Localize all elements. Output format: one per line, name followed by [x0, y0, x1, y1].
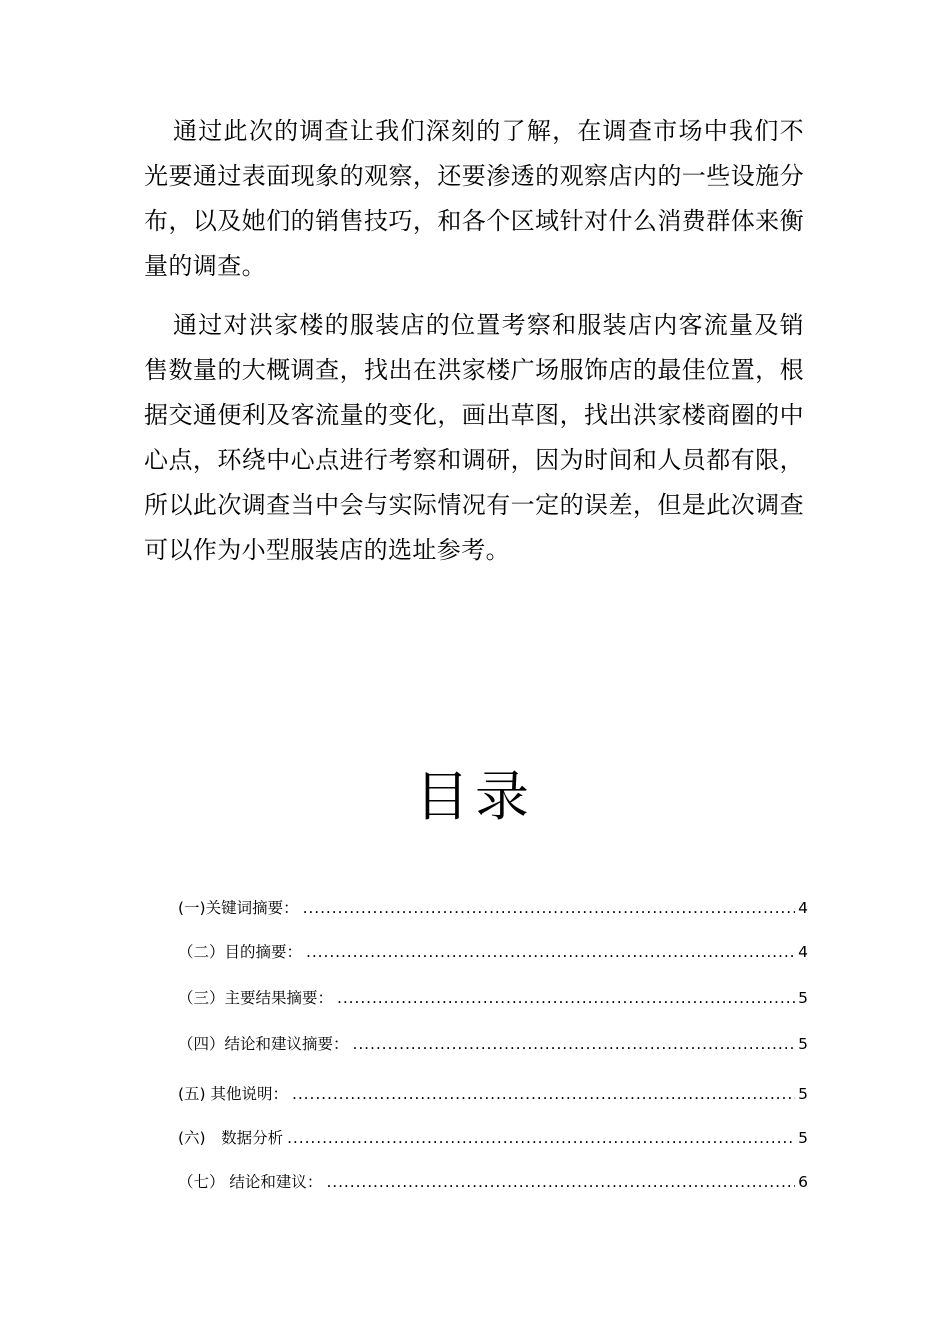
toc-entry-label: （四）结论和建议摘要：: [178, 1032, 353, 1056]
toc-entry-purpose[interactable]: [178, 940, 808, 964]
toc-title: 目录: [415, 765, 535, 828]
toc-entry-data-analysis[interactable]: [178, 1126, 808, 1150]
toc-dot-leader: [337, 986, 795, 1010]
toc-page-number: 5: [795, 1126, 808, 1150]
toc-entry-conclusion-summary[interactable]: [178, 1032, 808, 1056]
toc-dot-leader: [353, 1032, 796, 1056]
toc-page-number: 5: [795, 1082, 808, 1106]
toc-page-number: 4: [795, 896, 808, 920]
toc-entry-other-notes[interactable]: [178, 1082, 808, 1106]
body-paragraph: 通过对洪家楼的服装店的位置考察和服装店内客流量及销售数量的大概调查，找出在洪家楼广场服饰店的最佳位置，根据交通便利及客流量的变化，画出草图，找出洪家楼商圈的中心点，环绕中心点进行考察和调研，因为时间和人员都有限，所以此次调查当中会与实际情况有一定的误差，但是此次调查可以作为小型服装店的选址参考。: [144, 311, 804, 564]
toc-entry-conclusion[interactable]: [178, 1170, 808, 1194]
toc-page-number: 4: [795, 940, 808, 964]
toc-dot-leader: [292, 1082, 795, 1106]
toc-entry-label: （七） 结论和建议：: [178, 1170, 326, 1194]
toc-entry-main-results[interactable]: [178, 986, 808, 1010]
toc-entry-label: (一)关键词摘要：: [178, 896, 303, 920]
toc-dot-leader: [287, 1126, 795, 1150]
table-of-contents: [178, 0, 808, 1344]
body-paragraph: 通过此次的调查让我们深刻的了解，在调查市场中我们不光要通过表面现象的观察，还要渗透的观察店内的一些设施分布，以及她们的销售技巧，和各个区域针对什么消费群体来衡量的调查。: [144, 117, 804, 280]
toc-page-number: 6: [795, 1170, 808, 1194]
toc-dot-leader: [303, 896, 796, 920]
toc-entry-label: （二）目的摘要：: [178, 940, 306, 964]
toc-dot-leader: [326, 1170, 795, 1194]
toc-entry-label: (六) 数据分析: [178, 1126, 287, 1150]
toc-page-number: 5: [795, 1032, 808, 1056]
toc-entry-label: （三）主要结果摘要：: [178, 986, 337, 1010]
toc-page-number: 5: [795, 986, 808, 1010]
toc-dot-leader: [306, 940, 795, 964]
toc-entry-label: (五) 其他说明：: [178, 1082, 292, 1106]
toc-entry-keywords[interactable]: [178, 896, 808, 920]
